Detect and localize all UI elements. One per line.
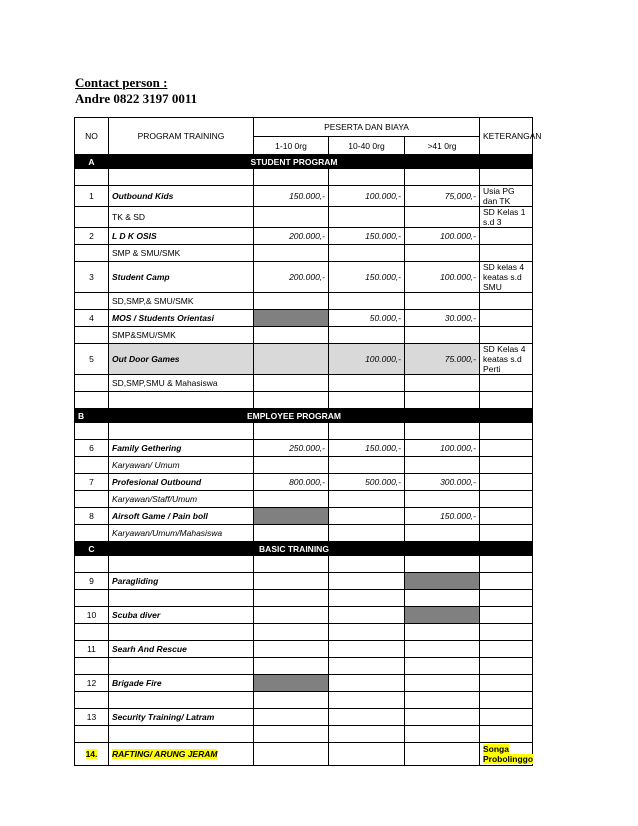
table-row [75, 624, 533, 641]
table-row: 12 Brigade Fire [75, 675, 533, 692]
price-table [74, 117, 542, 766]
table-row [75, 726, 533, 743]
table-row: 11 Searh And Rescue [75, 641, 533, 658]
row-name-highlight: RAFTING/ ARUNG JERAM [112, 749, 218, 759]
table-row: SD,SMP,SMU & Mahasiswa [75, 375, 533, 392]
section-c [75, 542, 533, 556]
table-row [75, 692, 533, 709]
header-col1: 1-10 0rg [254, 137, 329, 155]
table-row [75, 556, 533, 573]
table-row: 6 Family Gethering 250.000,- 150.000,- 100.000,- [75, 440, 533, 457]
table-row [75, 590, 533, 607]
keterangan-highlight: Songa Probolinggo [483, 744, 534, 764]
table-row [75, 423, 533, 440]
section-b [75, 409, 533, 423]
table-row: SMP & SMU/SMK [75, 245, 533, 262]
table-row [75, 169, 533, 186]
header-no: NO [75, 118, 109, 155]
table-row: 3 Student Camp 200.000,- 150.000,- 100.000,- SD kelas 4 keatas s.d SMU [75, 262, 533, 293]
table-row: 13 Security Training/ Latram [75, 709, 533, 726]
section-title: EMPLOYEE PROGRAM [109, 409, 480, 423]
table-row: Karyawan/ Umum [75, 457, 533, 474]
section-a [75, 155, 533, 169]
table-row: SMP&SMU/SMK [75, 327, 533, 344]
header-col3: >41 0rg [405, 137, 480, 155]
table-row: 5 Out Door Games 100.000,- 75.000,- SD Kelas 4 keatas s.d Perti [75, 344, 533, 375]
table-row: 8 Airsoft Game / Pain boll 150.000,- [75, 508, 533, 525]
table-row: 7 Profesional Outbound 800.000,- 500.000,- 300.000,- [75, 474, 533, 491]
header-program: PROGRAM TRAINING [109, 118, 254, 155]
table-row: TK & SD SD Kelas 1 s.d 3 [75, 207, 533, 228]
contact-phone: Andre 0822 3197 0011 [75, 91, 198, 106]
section-title: STUDENT PROGRAM [109, 155, 480, 169]
table-row: 9 Paragliding [75, 573, 533, 590]
table-row [75, 392, 533, 409]
header-col2: 10-40 0rg [329, 137, 405, 155]
table-row: 2 L D K OSIS 200.000,- 150.000,- 100.000,- [75, 228, 533, 245]
section-letter: C [75, 542, 109, 556]
contact-label: Contact person : [75, 75, 168, 90]
table-row: 10 Scuba diver [75, 607, 533, 624]
contact-block [75, 75, 197, 107]
section-title: BASIC TRAINING [109, 542, 480, 556]
table-row: 1 Outbound Kids 150.000,- 100.000,- 75,000,- Usia PG dan TK [75, 186, 533, 207]
table-row: Karyawan/Staff/Umum [75, 491, 533, 508]
table-row [75, 658, 533, 675]
section-letter: B [75, 409, 109, 423]
table-row: SD,SMP,& SMU/SMK [75, 293, 533, 310]
section-letter: A [75, 155, 109, 169]
table-row [75, 743, 533, 766]
table-row: 4 MOS / Students Orientasi 50.000,- 30.000,- [75, 310, 533, 327]
row-number-highlight: 14. [85, 749, 98, 759]
header-peserta: PESERTA DAN BIAYA [254, 118, 480, 137]
table-row: Karyawan/Umum/Mahasiswa [75, 525, 533, 542]
header-keterangan: KETERANGAN [480, 118, 533, 155]
